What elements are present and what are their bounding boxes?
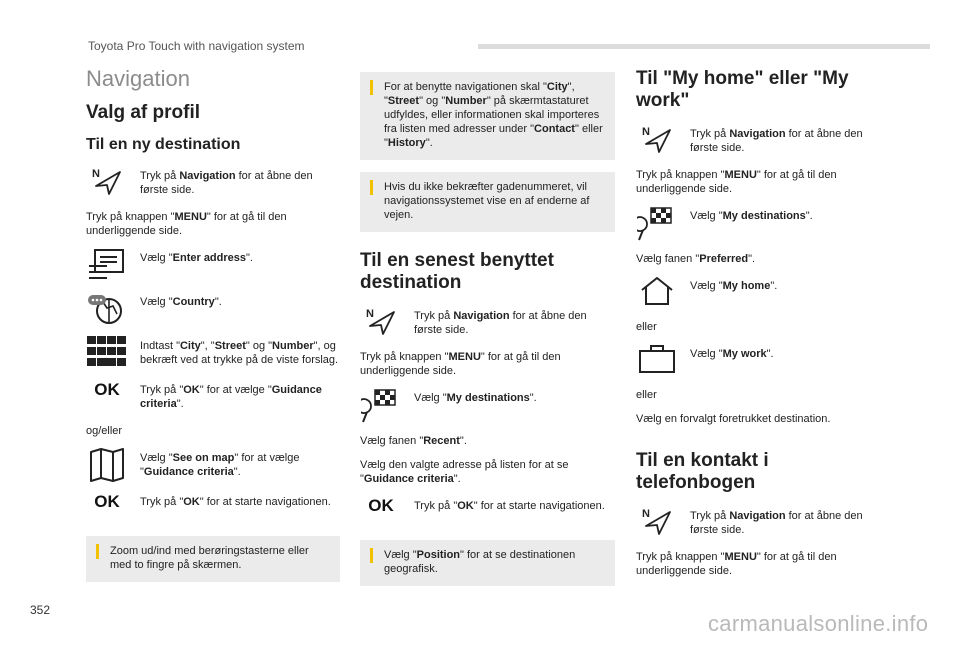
svg-text:N: N [642,508,650,520]
note-house-number: Hvis du ikke bekræfter gadenummeret, vil navigationssystemet vise en af enderne af vejen. [360,172,615,232]
text: " for at gå til den underliggende side. [360,351,561,377]
text: Tryk på " [140,496,184,508]
text-bold: MENU [724,169,757,181]
text: ". [233,466,241,478]
para-recent [360,434,615,448]
keyboard-icon [86,336,128,366]
text: " eller " [384,123,603,149]
text-bold: MENU [724,551,757,563]
text: For at benytte navigationen skal " [384,81,547,93]
step-navigation [86,166,340,200]
text: Vælg " [414,392,447,404]
step-my-destinations [636,206,886,242]
text-bold: Country [172,296,215,308]
home-icon [636,276,678,306]
text-bold: OK [183,496,200,508]
text-bold: Navigation [453,310,510,322]
text: Tryk på " [414,500,458,512]
ok-icon [360,496,402,516]
para-menu [86,210,340,238]
text: " på skærmtastaturet udfyldes, eller informationen skal importeres fra listen med adresser under " [384,95,600,135]
page-number: 352 [30,603,51,617]
text-bold: MENU [448,351,481,363]
note-position [360,540,615,586]
text-bold: OK [183,384,200,396]
text: Tryk på knappen " [636,551,725,563]
text: Tryk på [414,310,454,322]
section-title-recent: Til en senest benyttet destination [360,250,554,293]
text: Vælg " [690,348,723,360]
text: ". [246,252,253,264]
text-bold: History [387,137,426,149]
text: ". [453,473,461,485]
text-bold: Navigation [729,128,786,140]
step-navigation [360,306,615,340]
text: ". [805,210,813,222]
text: " for at starte navigationen. [199,496,331,508]
or-label: eller [636,389,657,401]
text: for at åbne den første side. [690,510,863,536]
text: ". [766,348,774,360]
text: ", og bekræft ved at trykke på de viste forslag. [140,340,339,366]
section-title-contact: Til en kontakt i telefonbogen [636,450,769,493]
text: Tryk på [140,170,180,182]
step-country [86,292,340,326]
para-menu [636,550,886,578]
map-icon [86,448,128,482]
text: ". [770,280,778,292]
step-navigation [636,506,886,540]
text-bold: Recent [423,435,460,447]
text: Vælg fanen " [360,435,424,447]
text-bold: Contact [534,123,575,135]
text: Tryk på [690,510,730,522]
text: " og " [245,340,273,352]
text-bold: See on map [172,452,235,464]
text-bold: City [546,81,568,93]
para-menu [636,168,886,196]
watermark: carmanualsonline.info [708,611,929,636]
ok-icon [86,380,128,400]
section-title-home-work: Til "My home" eller "My work" [636,68,849,111]
text: Vælg " [140,252,173,264]
text: " for at vælge " [199,384,272,396]
header-bar [478,44,930,49]
text: Tryk på [690,128,730,140]
text: " for at gå til den underliggende side. [636,169,837,195]
text: ". [176,398,184,410]
text: Vælg fanen " [636,253,700,265]
para-menu [360,350,615,378]
text-bold: Position [416,549,461,561]
para-select-address [360,458,615,486]
ok-label: OK [94,492,120,511]
text-bold: Navigation [729,510,786,522]
text-bold: My destinations [722,210,806,222]
text: for at åbne den første side. [414,310,587,336]
briefcase-icon [636,344,678,374]
text: ", " [384,81,575,107]
text: ". [529,392,537,404]
text: " for at vælge " [140,452,300,478]
para-preferred [636,252,886,266]
step-my-work [636,344,886,378]
step-navigation [636,124,886,158]
text-bold: Preferred [699,253,749,265]
destination-flag-icon [636,206,678,242]
step-see-on-map [86,448,340,482]
text: ". [425,137,433,149]
text-bold: Street [387,95,420,107]
or-label: eller [636,321,657,333]
text: Vælg " [384,549,417,561]
text-bold: Guidance criteria [140,384,322,410]
text-bold: My home [722,280,771,292]
text: Indtast " [140,340,180,352]
text: Vælg " [690,280,723,292]
svg-text:N: N [92,168,100,180]
page-title: Navigation [86,66,190,91]
text-bold: MENU [174,211,207,223]
text-bold: OK [457,500,474,512]
column-3 [636,68,886,588]
navigation-icon [636,124,678,154]
text: Vælg den valgte adresse på listen for at se " [360,459,569,485]
text-bold: My destinations [446,392,530,404]
text: " og " [419,95,446,107]
text: Tryk på knappen " [86,211,175,223]
text-bold: Number [272,340,314,352]
step-ok-start [360,496,615,530]
text: ". [748,253,756,265]
step-ok-guidance [86,380,340,414]
note-city-street [360,72,615,160]
step-ok-start [86,492,340,526]
step-enter-address [86,248,340,282]
step-my-home [636,276,886,310]
destination-flag-icon [360,388,402,424]
text: for at åbne den første side. [140,170,313,196]
text: " for at gå til den underliggende side. [86,211,287,237]
text-bold: Enter address [172,252,247,264]
text: " for at starte navigationen. [473,500,605,512]
text: Vælg " [690,210,723,222]
ok-label: OK [368,496,394,515]
navigation-icon [360,306,402,336]
or-label: og/eller [86,425,123,437]
text: Tryk på knappen " [360,351,449,363]
text: " for at gå til den underliggende side. [636,551,837,577]
svg-text:N: N [642,126,650,138]
text: Tryk på " [140,384,184,396]
text-bold: Navigation [179,170,236,182]
text: Vælg " [140,452,173,464]
text: ", " [200,340,215,352]
column-1 [86,62,340,594]
navigation-icon [86,166,128,196]
note-zoom: Zoom ud/ind med berøringstasterne eller med to fingre på skærmen. [86,536,340,582]
text: ". [459,435,467,447]
enter-address-icon [86,248,128,282]
country-icon [86,292,128,326]
svg-text:N: N [366,308,374,320]
column-2 [360,72,615,598]
navigation-icon [636,506,678,536]
step-my-destinations [360,388,615,424]
ok-icon [86,492,128,512]
text-bold: Street [214,340,246,352]
text: Tryk på knappen " [636,169,725,181]
ok-label: OK [94,380,120,399]
step-city-street [86,336,340,370]
text-bold: City [179,340,201,352]
para-preferred-destination: Vælg en forvalgt foretrukket destination. [636,413,831,425]
text-bold: My work [722,348,767,360]
text: Vælg " [140,296,173,308]
section-title-profile: Valg af profil [86,102,201,123]
text: for at åbne den første side. [690,128,863,154]
text: ". [214,296,222,308]
text-bold: Number [445,95,487,107]
text-bold: Guidance criteria [143,466,234,478]
header-title: Toyota Pro Touch with navigation system [88,39,305,53]
text: " for at se destinationen geografisk. [384,549,576,575]
sub-title-new-destination: Til en ny destination [86,136,241,153]
text-bold: Guidance criteria [363,473,454,485]
